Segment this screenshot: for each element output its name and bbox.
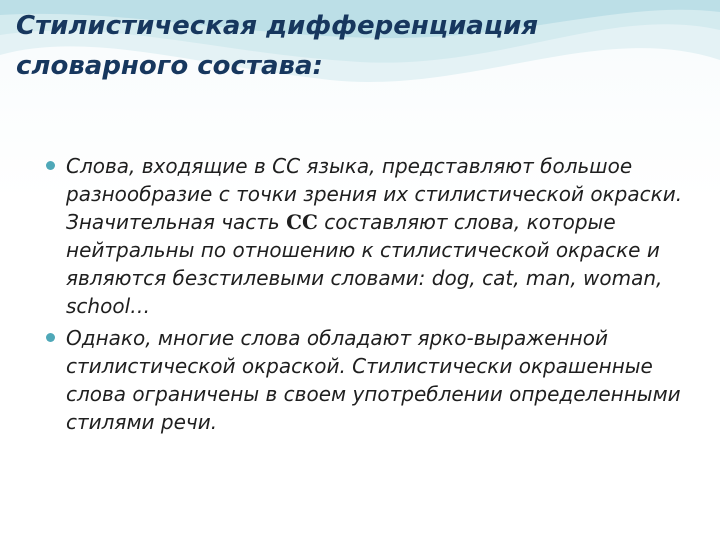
bullet-text-part: составляют слова, которые нейтральны по отношению к стилистической окраске и являются безстилевыми словами: dog, cat, man, woman, school… xyxy=(66,210,663,318)
bullet-text: Однако, многие слова обладают ярко-выраженной стилистической окраской. Стилистически окрашенные слова ограничены в своем употреблении определенными стилями речи. xyxy=(66,326,681,434)
bullet-marker-icon xyxy=(46,333,55,342)
bullet-text-part: Слова, входящие в СС языка, представляют большое разнообразие с точки зрения их стилистической окраски. Значительная часть xyxy=(66,154,683,234)
bullet-marker-icon xyxy=(46,161,55,170)
bullet-list xyxy=(44,152,684,440)
bullet-item xyxy=(44,152,684,320)
slide-title: Стилистическая дифференциация словарного состава: xyxy=(16,11,539,81)
bullet-emphasis: СС xyxy=(286,210,318,234)
bullet-item xyxy=(44,324,684,436)
